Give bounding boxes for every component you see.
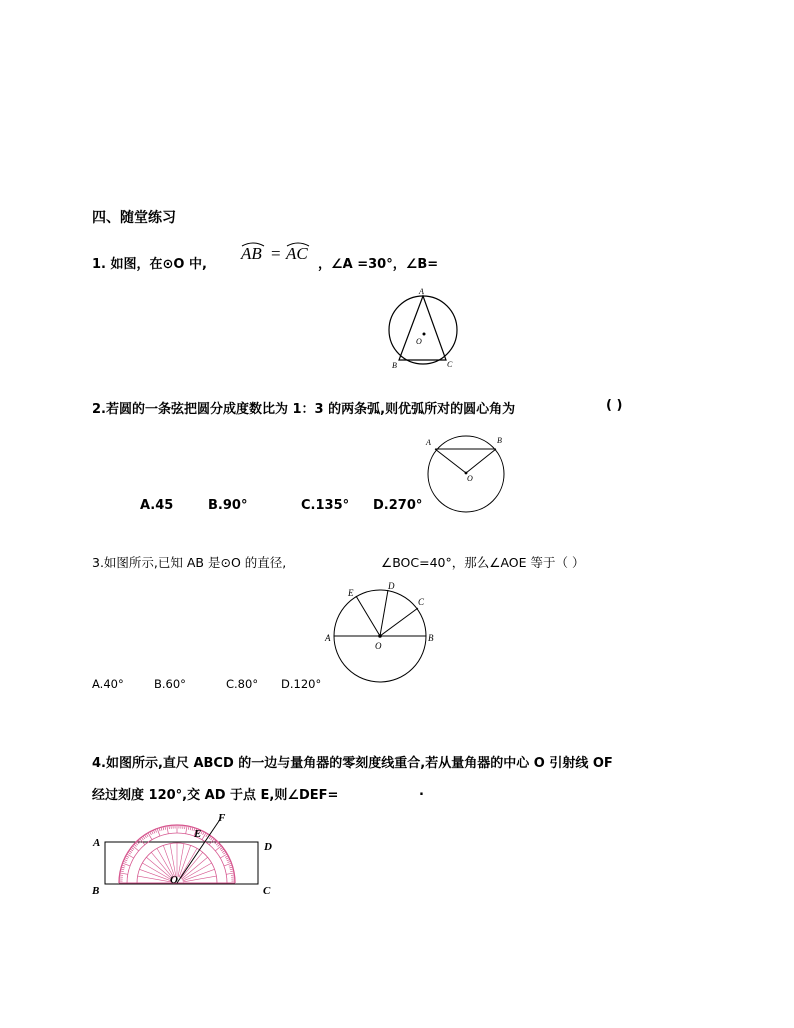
q3-option-c: C.80° bbox=[226, 677, 259, 691]
q4-label-o: O bbox=[170, 874, 178, 886]
q1-circle-figure bbox=[380, 286, 470, 370]
q2-label-b: B bbox=[497, 436, 502, 445]
q2-option-c: C.135° bbox=[301, 498, 350, 513]
center-point bbox=[378, 634, 382, 638]
q3-text-b: ∠BOC=40°，那么∠AOE 等于（ ） bbox=[381, 555, 585, 570]
triangle-abc bbox=[399, 296, 446, 360]
q2-label-o: O bbox=[467, 474, 473, 483]
q4-line1: 4.如图所示,直尺 ABCD 的一边与量角器的零刻度线重合,若从量角器的中心 O 引射线 OF bbox=[92, 756, 613, 771]
q4-label-e: E bbox=[194, 828, 202, 840]
q2-paren: ( ) bbox=[606, 398, 623, 413]
q3-label-c: C bbox=[418, 597, 425, 607]
radius-od bbox=[380, 590, 388, 636]
q1-arc-equation bbox=[240, 240, 315, 266]
q4-label-f: F bbox=[218, 812, 226, 824]
q3-label-a: A bbox=[325, 633, 331, 643]
q1-label-c: C bbox=[447, 360, 453, 369]
q3-circle-figure bbox=[322, 578, 442, 688]
q3-label-e: E bbox=[348, 588, 354, 598]
q4-line2-period: . bbox=[419, 784, 424, 799]
radius-oa bbox=[435, 449, 466, 473]
q2-option-a: A.45 bbox=[140, 498, 174, 513]
q4-label-c: C bbox=[263, 885, 271, 897]
q4-label-d: D bbox=[264, 841, 272, 853]
q3-option-a: A.40° bbox=[92, 677, 124, 691]
q3-option-d: D.120° bbox=[281, 677, 322, 691]
q3-label-d: D bbox=[388, 581, 395, 591]
q4-protractor-figure bbox=[88, 808, 288, 900]
q2-circle-figure bbox=[422, 432, 514, 514]
q1-label-b: B bbox=[392, 361, 397, 370]
arc-equals-sign: = bbox=[271, 244, 281, 263]
q2-option-b: B.90° bbox=[208, 498, 248, 513]
radius-oe bbox=[356, 596, 380, 636]
q4-label-a: A bbox=[93, 837, 101, 849]
q1-label-o: O bbox=[416, 337, 422, 346]
q1-text-after: ，∠A =30°，∠B= bbox=[318, 257, 439, 272]
q3-option-b: B.60° bbox=[154, 677, 186, 691]
circle-o bbox=[389, 296, 457, 364]
q2-option-d: D.270° bbox=[373, 498, 423, 513]
q3-text-a: 3.如图所示,已知 AB 是⊙O 的直径, bbox=[92, 555, 287, 570]
q2-label-a: A bbox=[426, 438, 431, 447]
q4-line2: 经过刻度 120°,交 AD 于点 E,则∠DEF= bbox=[92, 788, 339, 803]
radius-oc bbox=[380, 608, 418, 636]
center-point bbox=[423, 333, 426, 336]
section-title: 四、随堂练习 bbox=[92, 210, 176, 226]
arc-ab-label: AB bbox=[241, 244, 262, 263]
arc-ac-label: AC bbox=[286, 244, 308, 263]
q2-text: 2.若圆的一条弦把圆分成度数比为 1：3 的两条弧,则优弧所对的圆心角为 bbox=[92, 402, 516, 417]
q3-label-o: O bbox=[375, 641, 382, 651]
q1-label-a: A bbox=[419, 287, 424, 296]
q3-label-b: B bbox=[428, 633, 434, 643]
q4-label-b: B bbox=[92, 885, 100, 897]
radius-ob bbox=[466, 449, 496, 473]
q1-text-before: 1. 如图，在⊙O 中, bbox=[92, 257, 207, 272]
